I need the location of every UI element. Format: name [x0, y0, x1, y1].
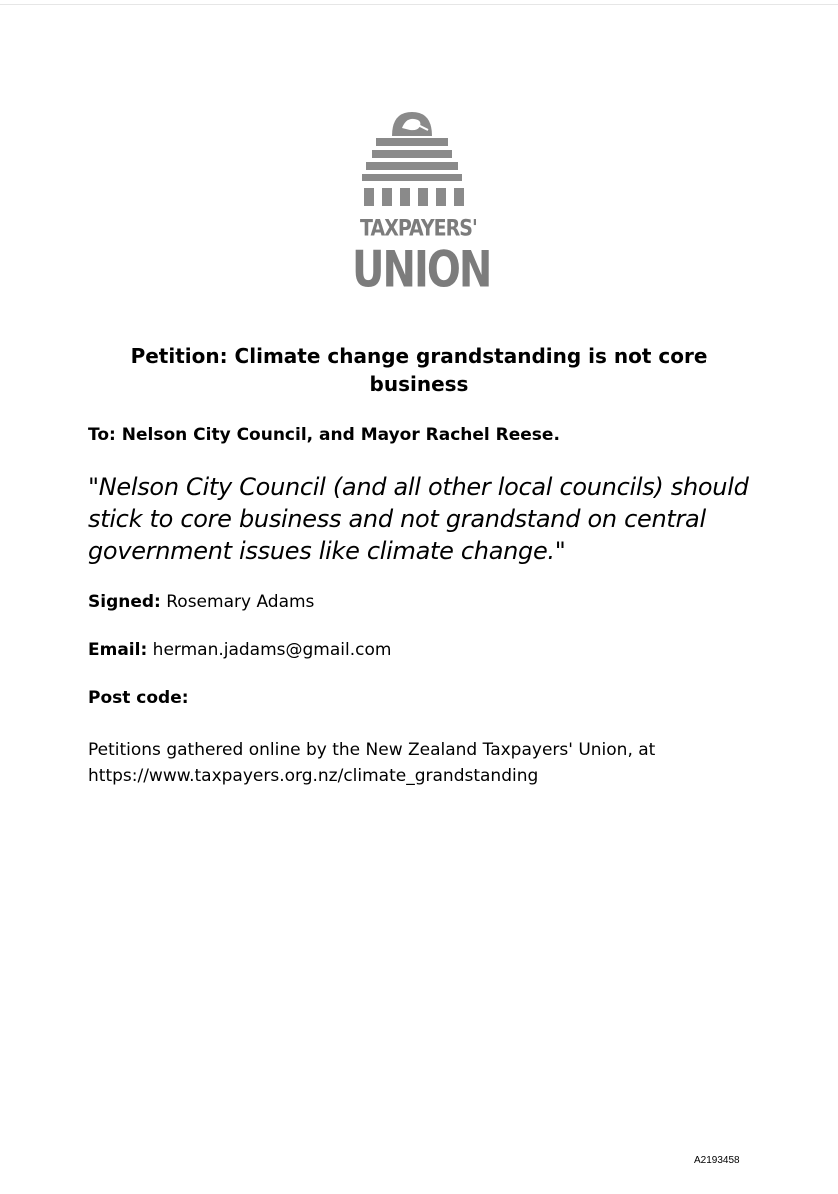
email-value: herman.jadams@gmail.com — [152, 640, 392, 660]
signed-label: Signed: — [88, 592, 161, 612]
signed-value: Rosemary Adams — [166, 592, 315, 612]
email-field — [88, 640, 391, 660]
footer-line-source: Petitions gathered online by the New Zealand Taxpayers' Union, at — [88, 740, 656, 760]
parliament-building-icon — [352, 108, 482, 218]
top-rule — [0, 0, 838, 5]
email-label: Email: — [88, 640, 148, 660]
document-reference: A2193458 — [694, 1155, 740, 1166]
logo-text-taxpayers: TAXPAYERS' — [360, 215, 477, 242]
postcode-label: Post code: — [88, 688, 189, 708]
signed-field — [88, 592, 314, 612]
petition-title: Petition: Climate change grandstanding is not core business — [130, 344, 708, 396]
postcode-field — [88, 688, 189, 708]
petition-footer — [88, 737, 788, 789]
logo-text-union: UNION — [352, 241, 491, 299]
petition-statement: "Nelson City Council (and all other local councils) should stick to core business and not grandstand on central government issues like climate change." — [88, 473, 749, 565]
footer-line-url: https://www.taxpayers.org.nz/climate_grandstanding — [88, 766, 539, 786]
taxpayers-union-logo — [352, 108, 491, 299]
petition-recipient: To: Nelson City Council, and Mayor Rachel Reese. — [88, 425, 560, 445]
